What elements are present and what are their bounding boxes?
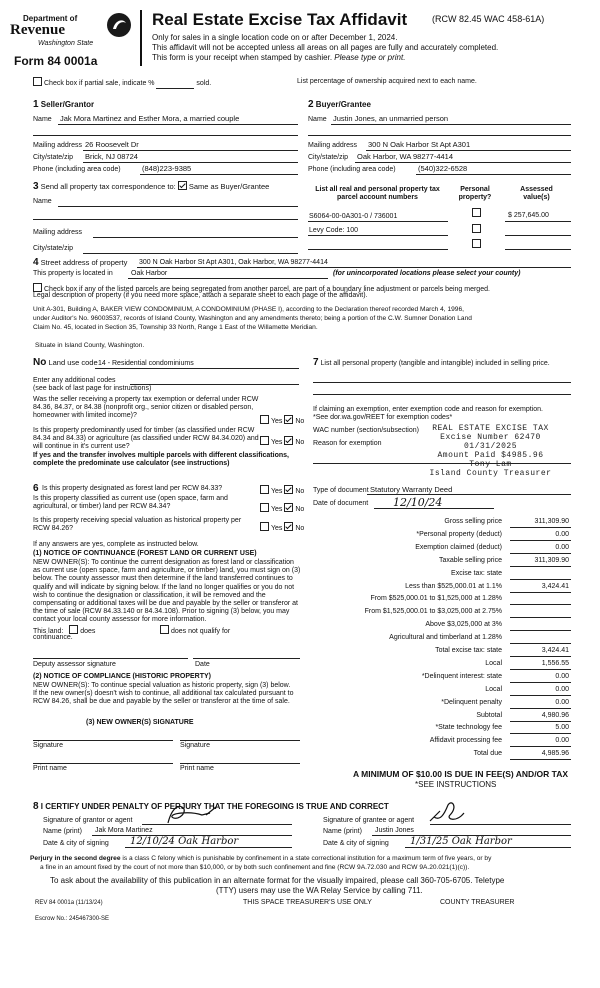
legal-line3: Claim No. 45, located in Section 35, Township 33 North, Range 1 East of the Willamette Meridian. [33, 324, 318, 331]
alt-format-line2: (TTY) users may use the WA Relay Service by calling 711. [216, 886, 423, 895]
calc-label: Exemption claimed (deduct) [415, 544, 502, 551]
sec6-note: If any answers are yes, complete as instructed below. [33, 541, 199, 548]
notice2-body: NEW OWNER(S): To continue special valuation as historic property, sign (3) below. If the new owner(s) doesn't wish to continue, all additional tax calculated pursuant to RCW 84.26, shall be due and payable by the seller or transferor at the time of sale. [33, 682, 294, 706]
does-not-row: does not qualify for [160, 625, 230, 636]
certify-line: 8 I CERTIFY UNDER PENALTY OF PERJURY THAT THE FOREGOING IS TRUE AND CORRECT [33, 801, 389, 812]
sec6-no: 6 [33, 483, 39, 494]
seller-phone[interactable]: (848)223-9385 [142, 164, 192, 173]
stamp-line1: REAL ESTATE EXCISE TAX [432, 424, 549, 433]
located-label: This property is located in [33, 270, 113, 277]
dor-logo [8, 12, 133, 46]
sec3-name-label: Name [33, 198, 52, 205]
calc-label: Local [485, 660, 502, 667]
owner-print-label-1: Print name [33, 765, 67, 772]
buyer-name[interactable]: Justin Jones, an unmarried person [333, 114, 449, 123]
buyer-phone-label: Phone (including area code) [308, 166, 396, 173]
buyer-phone[interactable]: (540)322-6528 [418, 164, 468, 173]
stamp-line3: 01/31/2025 [463, 442, 517, 452]
calc-label: Local [485, 686, 502, 693]
doc-date[interactable]: 12/10/24 [393, 496, 443, 509]
header-divider [140, 10, 142, 66]
grantee-sig-label: Signature of grantee or agent [323, 817, 415, 824]
sec7-label: 7 List all personal property (tangible and intangible) included in selling price. [313, 357, 550, 368]
assessed-col-header: Assessed value(s) [520, 186, 553, 202]
minimum-line1: A MINIMUM OF $10.00 IS DUE IN FEE(S) AND/OR TAX [353, 769, 569, 779]
sec5-q1: Was the seller receiving a property tax exemption or deferral under RCW 84.36, 84.37, or 84.38 (nonprofit org., senior citizen or disabled person, homeowner with limited income)? [33, 396, 259, 420]
calc-value[interactable]: 3,424.41 [541, 583, 569, 590]
this-land-row: This land: does [33, 625, 95, 636]
grantor-name-label: Name (print) [43, 828, 82, 835]
grantee-name-label: Name (print) [323, 828, 362, 835]
notice1-title: (1) NOTICE OF CONTINUANCE (FOREST LAND OR CURRENT USE) [33, 550, 257, 557]
grantor-name[interactable]: Jak Mora Martinez [95, 827, 153, 834]
calc-value[interactable]: 311,309.90 [534, 518, 569, 525]
sec4-row: 4 Street address of property [33, 257, 128, 268]
ownership-note: List percentage of ownership acquired next to each name. [297, 78, 477, 85]
sec5-q2-yesno: Yes No [260, 436, 304, 447]
sec6-q1: Is this property designated as forest land per RCW 84.33? [42, 485, 223, 492]
perjury-line1: Perjury in the second degree is a class C felony which is punishable by confinement in a state correctional institution for a maximum term of five years, or by [30, 855, 492, 862]
stamp-line4: Amount Paid $4985.96 [437, 451, 544, 461]
minimum-line2: *SEE INSTRUCTIONS [415, 780, 497, 789]
sec3-city-label: City/state/zip [33, 245, 74, 252]
partial-sale-row: Check box if partial sale, indicate % sold. [33, 77, 211, 89]
sec5-q1-yesno: Yes No [260, 415, 304, 426]
escrow-number: Escrow No.: 245467300-SE [35, 916, 110, 922]
header-line1: Only for sales in a single location code on or after December 1, 2024. [152, 33, 398, 42]
owner-sig-label-2: Signature [180, 742, 210, 749]
parcel-1[interactable]: S6064-00-0A301-0 / 736001 [309, 213, 398, 220]
perjury-line2: a fine in an amount fixed by the court of not more than $10,000, or by both such confinement and fine (RCW 9A.72.030 and RCW 9A.20.021(1)(c)). [40, 864, 470, 871]
reason-label: Reason for exemption [313, 440, 382, 447]
alt-format-line1: To ask about the availability of this publication in an alternate format for the visually impaired, please call 360-705-6705. Teletype [50, 876, 505, 885]
buyer-city-label: City/state/zip [308, 154, 349, 161]
calc-label: *Delinquent interest: state [421, 673, 502, 680]
same-as-buyer-checkbox[interactable] [178, 181, 187, 190]
located-city[interactable]: Oak Harbor [131, 270, 168, 277]
grantee-name[interactable]: Justin Jones [375, 827, 414, 834]
calc-label: Affidavit processing fee [429, 737, 502, 744]
calc-label: Taxable selling price [438, 557, 502, 564]
assessed-value-1[interactable]: $ 257,645.00 [508, 212, 549, 219]
legal-line4: Situate in Island County, Washington. [35, 342, 145, 349]
calc-value[interactable]: 1,556.55 [541, 660, 569, 667]
located-note: (for unincorporated locations please select your county) [333, 270, 521, 277]
segregated-checkbox[interactable] [33, 283, 42, 292]
calc-value[interactable]: 311,309.90 [534, 557, 569, 564]
deputy-sig-label: Deputy assessor signature [33, 661, 116, 668]
calc-value[interactable]: 0.00 [555, 673, 569, 680]
calc-label: Excise tax: state [451, 570, 502, 577]
calc-value[interactable]: 0.00 [555, 737, 569, 744]
county-treasurer: COUNTY TREASURER [440, 899, 515, 906]
dept-line3: Washington State [38, 40, 94, 47]
wa-state-logo-icon [106, 12, 132, 38]
owner-sig-label-1: Signature [33, 742, 63, 749]
calc-label: Subtotal [476, 712, 502, 719]
calc-value[interactable]: 0.00 [555, 699, 569, 706]
partial-percent-field[interactable] [156, 80, 194, 89]
parcel-col-header: List all real and personal property tax parcel account numbers [315, 186, 440, 202]
grantor-sig-label: Signature of grantor or agent [43, 817, 133, 824]
grantee-date[interactable]: 1/31/25 Oak Harbor [410, 836, 512, 847]
dept-line2: Revenue [10, 22, 65, 38]
calc-label: Above $3,025,000 at 3% [425, 621, 502, 628]
calc-value[interactable]: 4,985.96 [541, 750, 569, 757]
buyer-mail[interactable]: 300 N Oak Harbor St Apt A301 [368, 140, 471, 149]
doc-type-label: Type of document [313, 487, 369, 494]
personal-col-header: Personal property? [458, 186, 492, 202]
sec6-q3: Is this property receiving special valuation as historical property per RCW 84.26? [33, 517, 242, 533]
sec6-q2-yesno: Yes No [260, 503, 304, 514]
notice1-body: NEW OWNER(S): To continue the current designation as forest land or classification as current use (open space, farm and agriculture, or timber) land, you must sign on (3) below. The county assessor must then determine if the land transferred continues to qualify and will indicate by signing below. If the land no longer qualifies or you do not wish to continue the designation or classification, it will be removed and the compensating or additional taxes will be due and payable by the seller or transferor at the time of sale (RCW 84.33.140 or 84.34.108). Prior to signing (3) below, you may contact your local county assessor for more information. [33, 559, 301, 624]
legal-label: Legal description of property (if you need more space, attach a separate sheet to each page of the affidavit). [33, 292, 368, 299]
levy-code[interactable]: Levy Code: 100 [309, 227, 359, 234]
additional-codes-note: (see back of last page for instructions) [33, 385, 152, 392]
seller-phone-label: Phone (including area code) [33, 166, 121, 173]
wac-label: WAC number (section/subsection) [313, 427, 419, 434]
notice2-title: (2) NOTICE OF COMPLIANCE (HISTORIC PROPERTY) [33, 673, 211, 680]
calc-value[interactable]: 3,424.41 [541, 647, 569, 654]
dept-line1: Department of [23, 14, 78, 23]
calc-label: *Delinquent penalty [441, 699, 502, 706]
sec5-q2a: Is this property predominantly used for timber (as classified under RCW 84.34 and 84.33) or agriculture (as classified under RCW 84.34.020) and will continue in it's current use? [33, 427, 259, 451]
sec3-row: 3 Send all property tax correspondence to: Same as Buyer/Grantee [33, 181, 270, 192]
sec3-mail-label: Mailing address [33, 229, 83, 236]
treasurer-use-only: THIS SPACE TREASURER'S USE ONLY [243, 899, 372, 906]
calc-label: *Personal property (deduct) [416, 531, 502, 538]
treasurer-stamp [413, 424, 568, 478]
property-address[interactable]: 300 N Oak Harbor St Apt A301, Oak Harbor, WA 98277-4414 [139, 259, 328, 266]
buyer-name-label: Name [308, 116, 327, 123]
personal-checkbox-1[interactable] [472, 208, 483, 219]
legal-line1: Unit A-301, Building A, BAKER VIEW CONDOMINIUM, A CONDOMINIUM (PHASE I), according to the Declaration thereof recorded March 4, 1996, [33, 306, 464, 313]
personal-checkbox-3[interactable] [472, 239, 483, 250]
form-number: Form 84 0001a [14, 54, 98, 68]
additional-codes-label: Enter any additional codes [33, 377, 116, 384]
continuance: continuance. [33, 634, 73, 641]
rev-number: REV 84 0001a (11/13/24) [35, 900, 103, 906]
seller-city[interactable]: Brick, NJ 08724 [85, 152, 138, 161]
calc-label: From $1,525,000.01 to $3,025,000 at 2.75% [364, 608, 502, 615]
seller-mail[interactable]: 26 Roosevelt Dr [85, 140, 139, 149]
calc-value[interactable]: 0.00 [555, 686, 569, 693]
form-rcw: (RCW 82.45 WAC 458-61A) [432, 14, 545, 24]
sec5-row: No Land use code [33, 357, 98, 368]
header-line3: This form is your receipt when stamped by cashier. Please type or print. [152, 53, 406, 62]
seller-heading: 1 Seller/Grantor [33, 99, 95, 110]
form-title: Real Estate Excise Tax Affidavit [152, 10, 408, 29]
stamp-line5: Tony Lam [469, 460, 512, 470]
sec5-q2b: If yes and the transfer involves multiple parcels with different classifications, complete the predominate use calculator (see instructions) [33, 452, 289, 468]
sec6-q1-yesno: Yes No [260, 485, 304, 496]
calc-value[interactable]: 0.00 [555, 531, 569, 538]
stamp-line6: Island County Treasurer [429, 469, 552, 479]
notice3-title: (3) NEW OWNER(S) SIGNATURE [86, 719, 194, 726]
buyer-heading: 2 Buyer/Grantee [308, 99, 371, 110]
stamp-line2: Excise Number 62470 [440, 433, 541, 443]
calc-value[interactable]: 0.00 [555, 544, 569, 551]
doc-date-label: Date of document [313, 500, 369, 507]
seller-mail-label: Mailing address [33, 142, 83, 149]
legal-line2: under Auditor's No. 96003537, records of Island County, Washington and any amendments thereto; being a portion of the C.W. Sumner Donation Land [33, 315, 472, 322]
calc-label: Gross selling price [444, 518, 502, 525]
grantee-date-label: Date & city of signing [323, 840, 389, 847]
owner-print-label-2: Print name [180, 765, 214, 772]
doc-type[interactable]: Statutory Warranty Deed [370, 485, 453, 494]
land-use-code[interactable]: 14 - Residential condominiums [98, 360, 194, 367]
deputy-date-label: Date [195, 661, 210, 668]
calc-value[interactable]: 4,980.96 [541, 712, 569, 719]
calc-label: Total due [473, 750, 502, 757]
calc-value[interactable]: 5.00 [555, 724, 569, 731]
header-line2: This affidavit will not be accepted unless all areas on all pages are fully and accurately completed. [152, 43, 499, 52]
grantor-date-label: Date & city of signing [43, 840, 109, 847]
buyer-city[interactable]: Oak Harbor, WA 98277-4414 [357, 152, 454, 161]
calc-label: Total excise tax: state [435, 647, 502, 654]
personal-checkbox-2[interactable] [472, 224, 483, 235]
sec6-q2: Is this property classified as current use (open space, farm and agricultural, or timber) land per RCW 84.34? [33, 495, 228, 511]
calc-label: Agricultural and timberland at 1.28% [389, 634, 502, 641]
partial-sale-checkbox[interactable] [33, 77, 42, 86]
calc-label: From $525,000.01 to $1,525,000 at 1.28% [370, 595, 502, 602]
seller-name[interactable]: Jak Mora Martinez and Esther Mora, a married couple [60, 114, 240, 123]
exemption-note: If claiming an exemption, enter exemption code and reason for exemption. *See dor.wa.gov/REET for exemption codes* [313, 406, 543, 422]
grantor-date[interactable]: 12/10/24 Oak Harbor [130, 836, 239, 847]
calc-label: *State technology fee [435, 724, 502, 731]
buyer-mail-label: Mailing address [308, 142, 358, 149]
seller-name-label: Name [33, 116, 52, 123]
segregated-row: Check box if any of the listed parcels are being segregated from another parcel, are part of a boundary line adjustment or parcels being merged. [33, 283, 490, 294]
calc-label: Less than $525,000.01 at 1.1% [405, 583, 502, 590]
sec6-q3-yesno: Yes No [260, 522, 304, 533]
seller-city-label: City/state/zip [33, 154, 74, 161]
